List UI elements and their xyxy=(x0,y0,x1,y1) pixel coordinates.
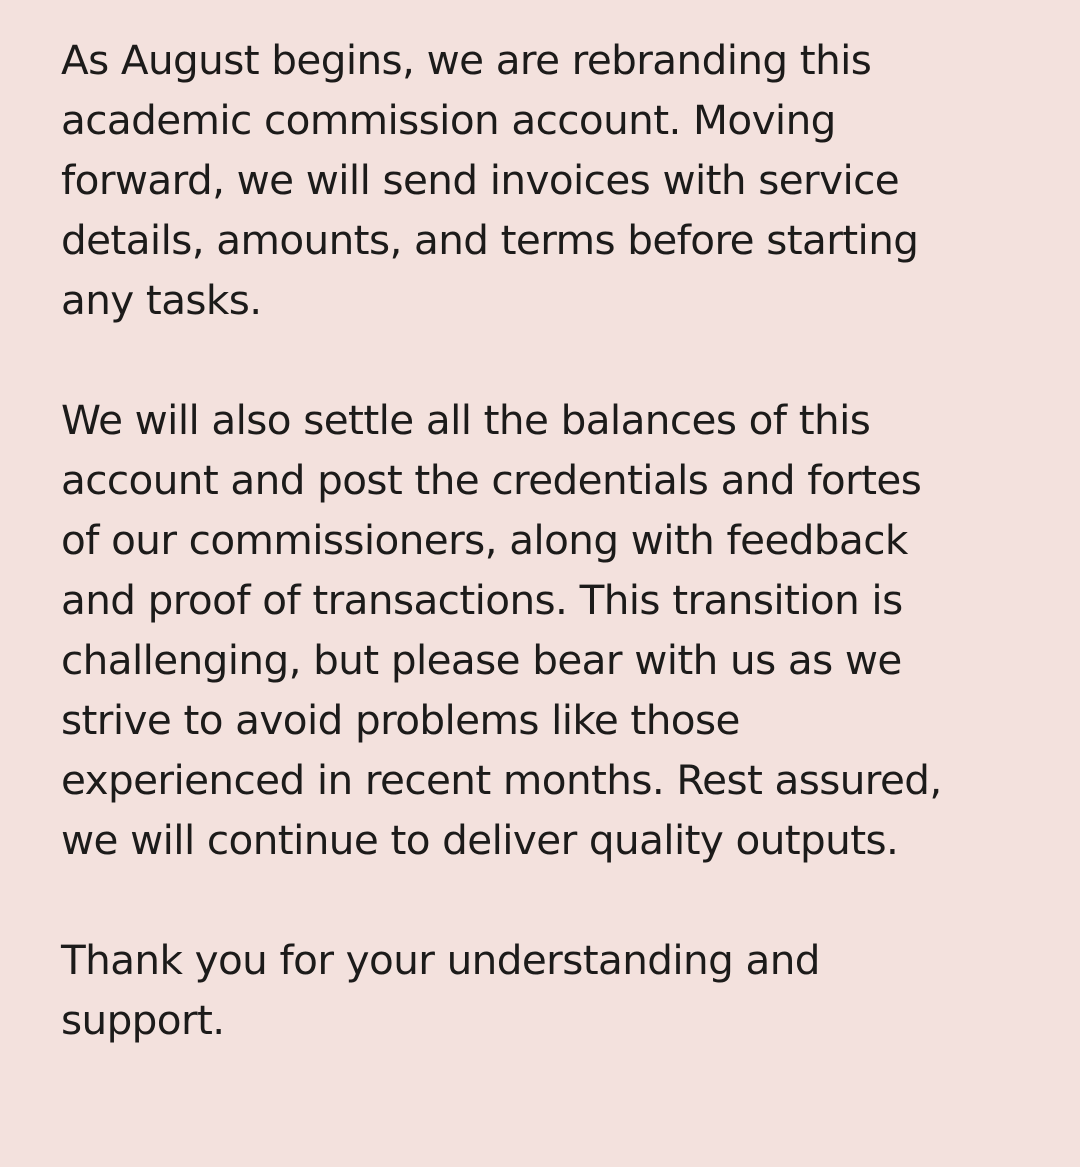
text-line: experienced in recent months. Rest assured, xyxy=(61,756,942,804)
text-line: Thank you for your understanding and xyxy=(61,936,820,984)
text-line: support. xyxy=(61,996,225,1044)
paragraph-rebranding xyxy=(61,30,1061,330)
paragraph-settlement xyxy=(61,390,1061,870)
text-line: As August begins, we are rebranding this xyxy=(61,36,872,84)
text-line: of our commissioners, along with feedback xyxy=(61,516,908,564)
text-line: We will also settle all the balances of this xyxy=(61,396,871,444)
text-line: challenging, but please bear with us as we xyxy=(61,636,902,684)
text-line: forward, we will send invoices with service xyxy=(61,156,900,204)
text-line: account and post the credentials and fortes xyxy=(61,456,922,504)
text-line: details, amounts, and terms before starting xyxy=(61,216,919,264)
text-line: strive to avoid problems like those xyxy=(61,696,740,744)
paragraph-thanks xyxy=(61,930,1061,1050)
text-line: any tasks. xyxy=(61,276,262,324)
text-line: and proof of transactions. This transition is xyxy=(61,576,903,624)
text-line: we will continue to deliver quality outputs. xyxy=(61,816,899,864)
announcement-note xyxy=(61,30,1061,1110)
text-line: academic commission account. Moving xyxy=(61,96,836,144)
